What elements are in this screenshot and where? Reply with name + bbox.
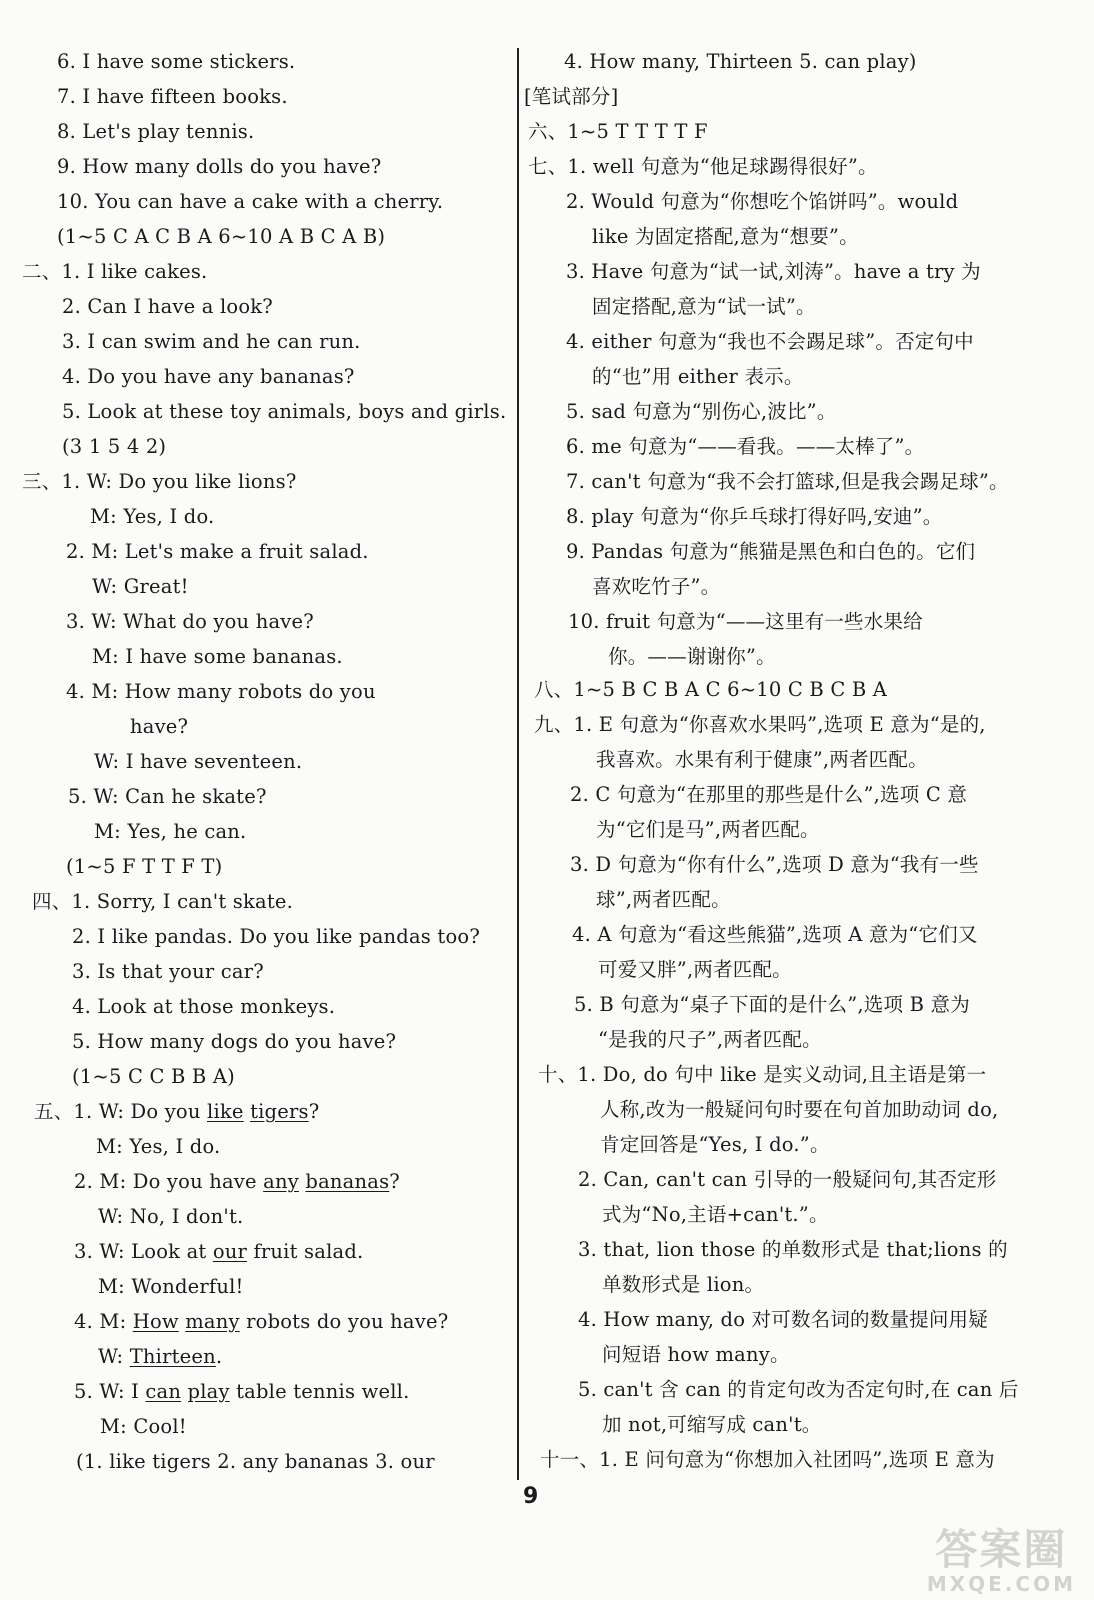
text-line: 2. M: Let's make a fruit salad. [66,540,369,563]
underlined-answer: any [263,1170,299,1193]
watermark-url: MXQE.COM [926,1572,1076,1596]
text-line: 4. Look at those monkeys. [72,995,336,1018]
section-heading-line: 四、1. Sorry, I can't skate. [32,890,293,913]
underlined-answer: can [145,1380,182,1403]
section-label: [笔试部分] [524,85,619,108]
watermark-logo-text: 答案圈 [935,1525,1068,1574]
text-line: 人称,改为一般疑问句时要在句首加助动词 do, [600,1098,999,1121]
text-line: 5. B 句意为“桌子下面的是什么”,选项 B 意为 [574,993,970,1016]
text-line: 4. M: How many robots do you [66,680,376,703]
answer-key-line: (1. like tigers 2. any bananas 3. our [76,1450,435,1473]
text-line: 肯定回答是“Yes, I do.”。 [600,1133,830,1156]
section-heading-line: 六、1~5 T T T T F [528,120,708,143]
text-line: 加 not,可缩写成 can't。 [602,1413,822,1436]
text-line: M: Cool! [100,1415,187,1438]
underlined-answer: Thirteen [129,1345,216,1368]
text-line: 单数形式是 lion。 [602,1273,765,1296]
text-line: 7. I have fifteen books. [57,85,288,108]
text-line: 问短语 how many。 [602,1343,790,1366]
text-line: 3. that, lion those 的单数形式是 that;lions 的 [578,1238,1008,1261]
answer-key-line: (3 1 5 4 2) [62,435,167,458]
answer-key-line: (1~5 C C B B A) [72,1065,235,1088]
text-line: 你。——谢谢你”。 [608,645,776,668]
text-line: 4. A 句意为“看这些熊猫”,选项 A 意为“它们又 [572,923,978,946]
text-line: “是我的尺子”,两者匹配。 [598,1028,822,1051]
text-line: 10. fruit 句意为“——这里有一些水果给 [568,610,923,633]
text-line: 6. I have some stickers. [57,50,296,73]
text-line: 8. Let's play tennis. [57,120,255,143]
text-line: 3. D 句意为“你有什么”,选项 D 意为“我有一些 [570,853,979,876]
text-line: 2. Can I have a look? [62,295,273,318]
text-line: M: Yes, I do. [90,505,215,528]
section-heading-line: 二、1. I like cakes. [22,260,208,283]
answer-key-line: (1~5 C A C B A 6~10 A B C A B) [57,225,386,248]
answer-key-line: 4. How many, Thirteen 5. can play) [564,50,917,73]
section-heading-line: 九、1. E 句意为“你喜欢水果吗”,选项 E 意为“是的, [534,713,986,736]
text-line: 7. can't 句意为“我不会打篮球,但是我会踢足球”。 [566,470,1009,493]
text-line: W: No, I don't. [98,1205,244,1228]
text-line: 3. W: Look at our fruit salad. [74,1240,364,1263]
text-line: 式为“No,主语+can't.”。 [602,1203,829,1226]
text-line: 4. either 句意为“我也不会踢足球”。否定句中 [566,330,974,353]
section-heading-line: 十一、1. E 问句意为“你想加入社团吗”,选项 E 意为 [540,1448,995,1471]
underlined-answer: play [187,1380,230,1403]
text-line: 的“也”用 either 表示。 [592,365,804,388]
text-line: 9. Pandas 句意为“熊猫是黑色和白色的。它们 [566,540,976,563]
section-heading-line: 三、1. W: Do you like lions? [22,470,297,493]
section-heading-line: 五、1. W: Do you like tigers? [34,1100,320,1123]
text-line: 喜欢吃竹子”。 [592,575,721,598]
underlined-answer: How [132,1310,179,1333]
text-line: M: I have some bananas. [92,645,343,668]
text-line: 9. How many dolls do you have? [57,155,382,178]
text-line: 8. play 句意为“你乒乓球打得好吗,安迪”。 [566,505,943,528]
text-line: 3. Is that your car? [72,960,264,983]
text-line: 5. can't 含 can 的肯定句改为否定句时,在 can 后 [578,1378,1019,1401]
text-line: M: Yes, he can. [94,820,247,843]
text-line: 固定搭配,意为“试一试”。 [592,295,816,318]
text-line: 2. Would 句意为“你想吃个馅饼吗”。would [566,190,959,213]
text-line: 3. Have 句意为“试一试,刘涛”。have a try 为 [566,260,981,283]
text-line: have? [130,715,189,738]
text-line: 球”,两者匹配。 [596,888,731,911]
text-line: W: Thirteen. [98,1345,223,1368]
text-line: 5. W: Can he skate? [68,785,267,808]
text-line: 3. W: What do you have? [66,610,314,633]
underlined-answer: our [212,1240,248,1263]
text-line: 2. M: Do you have any bananas? [74,1170,400,1193]
answer-key-line: (1~5 F T T F T) [66,855,223,878]
text-line: M: Wonderful! [98,1275,244,1298]
text-line: 4. How many, do 对可数名词的数量提问用疑 [578,1308,988,1331]
text-line: 10. You can have a cake with a cherry. [57,190,444,213]
text-line: 6. me 句意为“——看我。——太棒了”。 [566,435,925,458]
text-line: 5. Look at these toy animals, boys and girls. [62,400,507,423]
watermark-logo [926,1525,1076,1596]
text-line: 5. How many dogs do you have? [72,1030,397,1053]
section-heading-line: 十、1. Do, do 句中 like 是实义动词,且主语是第一 [538,1063,987,1086]
text-line: W: Great! [92,575,189,598]
text-line: 2. C 句意为“在那里的那些是什么”,选项 C 意 [570,783,968,806]
text-line: M: Yes, I do. [96,1135,221,1158]
text-line: 3. I can swim and he can run. [62,330,361,353]
underlined-answer: tigers [250,1100,309,1123]
text-line: 5. W: I can play table tennis well. [74,1380,410,1403]
section-heading-line: 八、1~5 B C B A C 6~10 C B C B A [534,678,888,701]
text-line: 4. Do you have any bananas? [62,365,355,388]
page-number: 9 [523,1484,539,1509]
text-line: like 为固定搭配,意为“想要”。 [592,225,859,248]
underlined-answer: many [185,1310,240,1333]
text-line: W: I have seventeen. [94,750,303,773]
text-line: 2. I like pandas. Do you like pandas too? [72,925,480,948]
text-line: 2. Can, can't can 引导的一般疑问句,其否定形 [578,1168,997,1191]
section-heading-line: 七、1. well 句意为“他足球踢得很好”。 [528,155,878,178]
underlined-answer: like [207,1100,244,1123]
text-line: 为“它们是马”,两者匹配。 [596,818,820,841]
text-line: 可爱又胖”,两者匹配。 [598,958,792,981]
column-divider [517,48,519,1480]
text-line: 我喜欢。水果有利于健康”,两者匹配。 [596,748,928,771]
text-line: 5. sad 句意为“别伤心,波比”。 [566,400,837,423]
underlined-answer: bananas [305,1170,390,1193]
text-line: 4. M: How many robots do you have? [74,1310,449,1333]
